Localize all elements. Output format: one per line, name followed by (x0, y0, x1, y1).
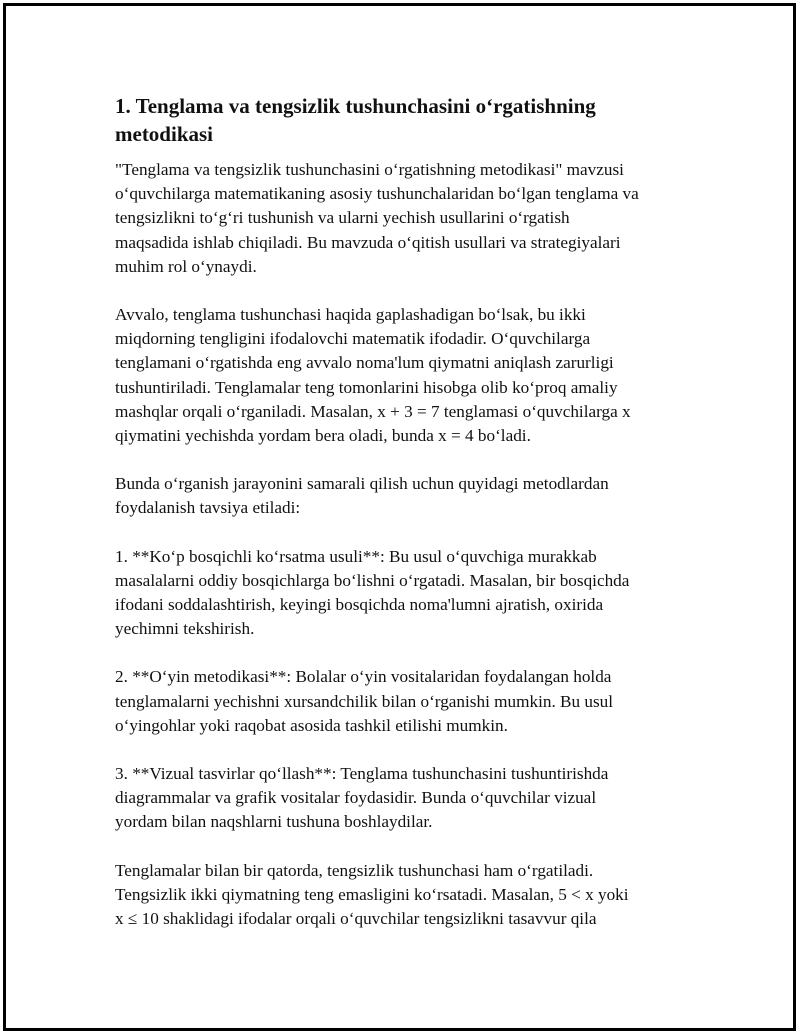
text-line: 1. **Ko‘p bosqichli ko‘rsatma usuli**: Bu usul o‘quvchiga murakkab (115, 546, 597, 566)
text-line: Avvalo, tenglama tushunchasi haqida gaplashadigan bo‘lsak, bu ikki (115, 305, 586, 325)
paragraph-methods-intro (115, 472, 685, 520)
document-body (115, 92, 685, 955)
text-line: tenglamalarni yechishni xursandchilik bilan o‘rganishi mumkin. Bu usul (115, 691, 614, 711)
text-line: o‘quvchilarga matematikaning asosiy tushunchalaridan bo‘lgan tenglama va (115, 184, 639, 204)
text-line: foydalanish tavsiya etiladi: (115, 498, 301, 518)
text-line: mashqlar orqali o‘rganiladi. Masalan, x + 3 = 7 tenglamasi o‘quvchilarga x (115, 401, 631, 421)
text-line: Tenglamalar bilan bir qatorda, tengsizlik tushunchasi ham o‘rgatiladi. (115, 860, 594, 880)
text-line: Tengsizlik ikki qiymatning teng emasligini ko‘rsatadi. Masalan, 5 < x yoki (115, 884, 629, 904)
text-line: ifodani soddalashtirish, keyingi bosqichda noma'lumni ajratish, oxirida (115, 595, 604, 615)
text-line: tengsizlikni to‘g‘ri tushunish va ularni yechish usullarini o‘rgatish (115, 208, 570, 228)
text-line: Bunda o‘rganish jarayonini samarali qilish uchun quyidagi metodlardan (115, 474, 609, 494)
section-heading (115, 92, 685, 148)
heading-line: metodikasi (115, 122, 214, 146)
text-line: o‘yingohlar yoki raqobat asosida tashkil etilishi mumkin. (115, 715, 508, 735)
text-line: maqsadida ishlab chiqiladi. Bu mavzuda o‘qitish usullari va strategiyalari (115, 232, 621, 252)
text-line: tenglamani o‘rgatishda eng avvalo noma'lum qiymatni aniqlash zarurligi (115, 353, 614, 373)
heading-line: 1. Tenglama va tengsizlik tushunchasini o‘rgatishning (115, 94, 596, 118)
text-line: diagrammalar va grafik vositalar foydasidir. Bunda o‘quvchilar vizual (115, 788, 597, 808)
text-line: 3. **Vizual tasvirlar qo‘llash**: Tenglama tushunchasini tushuntirishda (115, 764, 609, 784)
list-item-method-3 (115, 762, 685, 835)
list-item-method-2 (115, 665, 685, 738)
paragraph-intro (115, 158, 685, 279)
text-line: 2. **O‘yin metodikasi**: Bolalar o‘yin vositalaridan foydalangan holda (115, 667, 612, 687)
text-line: x ≤ 10 shaklidagi ifodalar orqali o‘quvchilar tengsizlikni tasavvur qila (115, 909, 597, 929)
text-line: "Tenglama va tengsizlik tushunchasini o‘rgatishning metodikasi" mavzusi (115, 160, 624, 179)
text-line: yordam bilan naqshlarni tushuna boshlaydilar. (115, 812, 433, 832)
list-item-method-1 (115, 545, 685, 642)
paragraph-inequality (115, 859, 685, 932)
text-line: miqdorning tengligini ifodalovchi matematik ifodadir. O‘quvchilarga (115, 329, 591, 349)
text-line: muhim rol o‘ynaydi. (115, 256, 257, 276)
text-line: tushuntiriladi. Tenglamalar teng tomonlarini hisobga olib ko‘proq amaliy (115, 377, 618, 397)
text-line: masalalarni oddiy bosqichlarga bo‘lishni o‘rgatadi. Masalan, bir bosqichda (115, 570, 630, 590)
paragraph-equation-concept (115, 303, 685, 448)
text-line: yechimni tekshirish. (115, 619, 255, 639)
text-line: qiymatini yechishda yordam bera oladi, bunda x = 4 bo‘ladi. (115, 426, 531, 446)
